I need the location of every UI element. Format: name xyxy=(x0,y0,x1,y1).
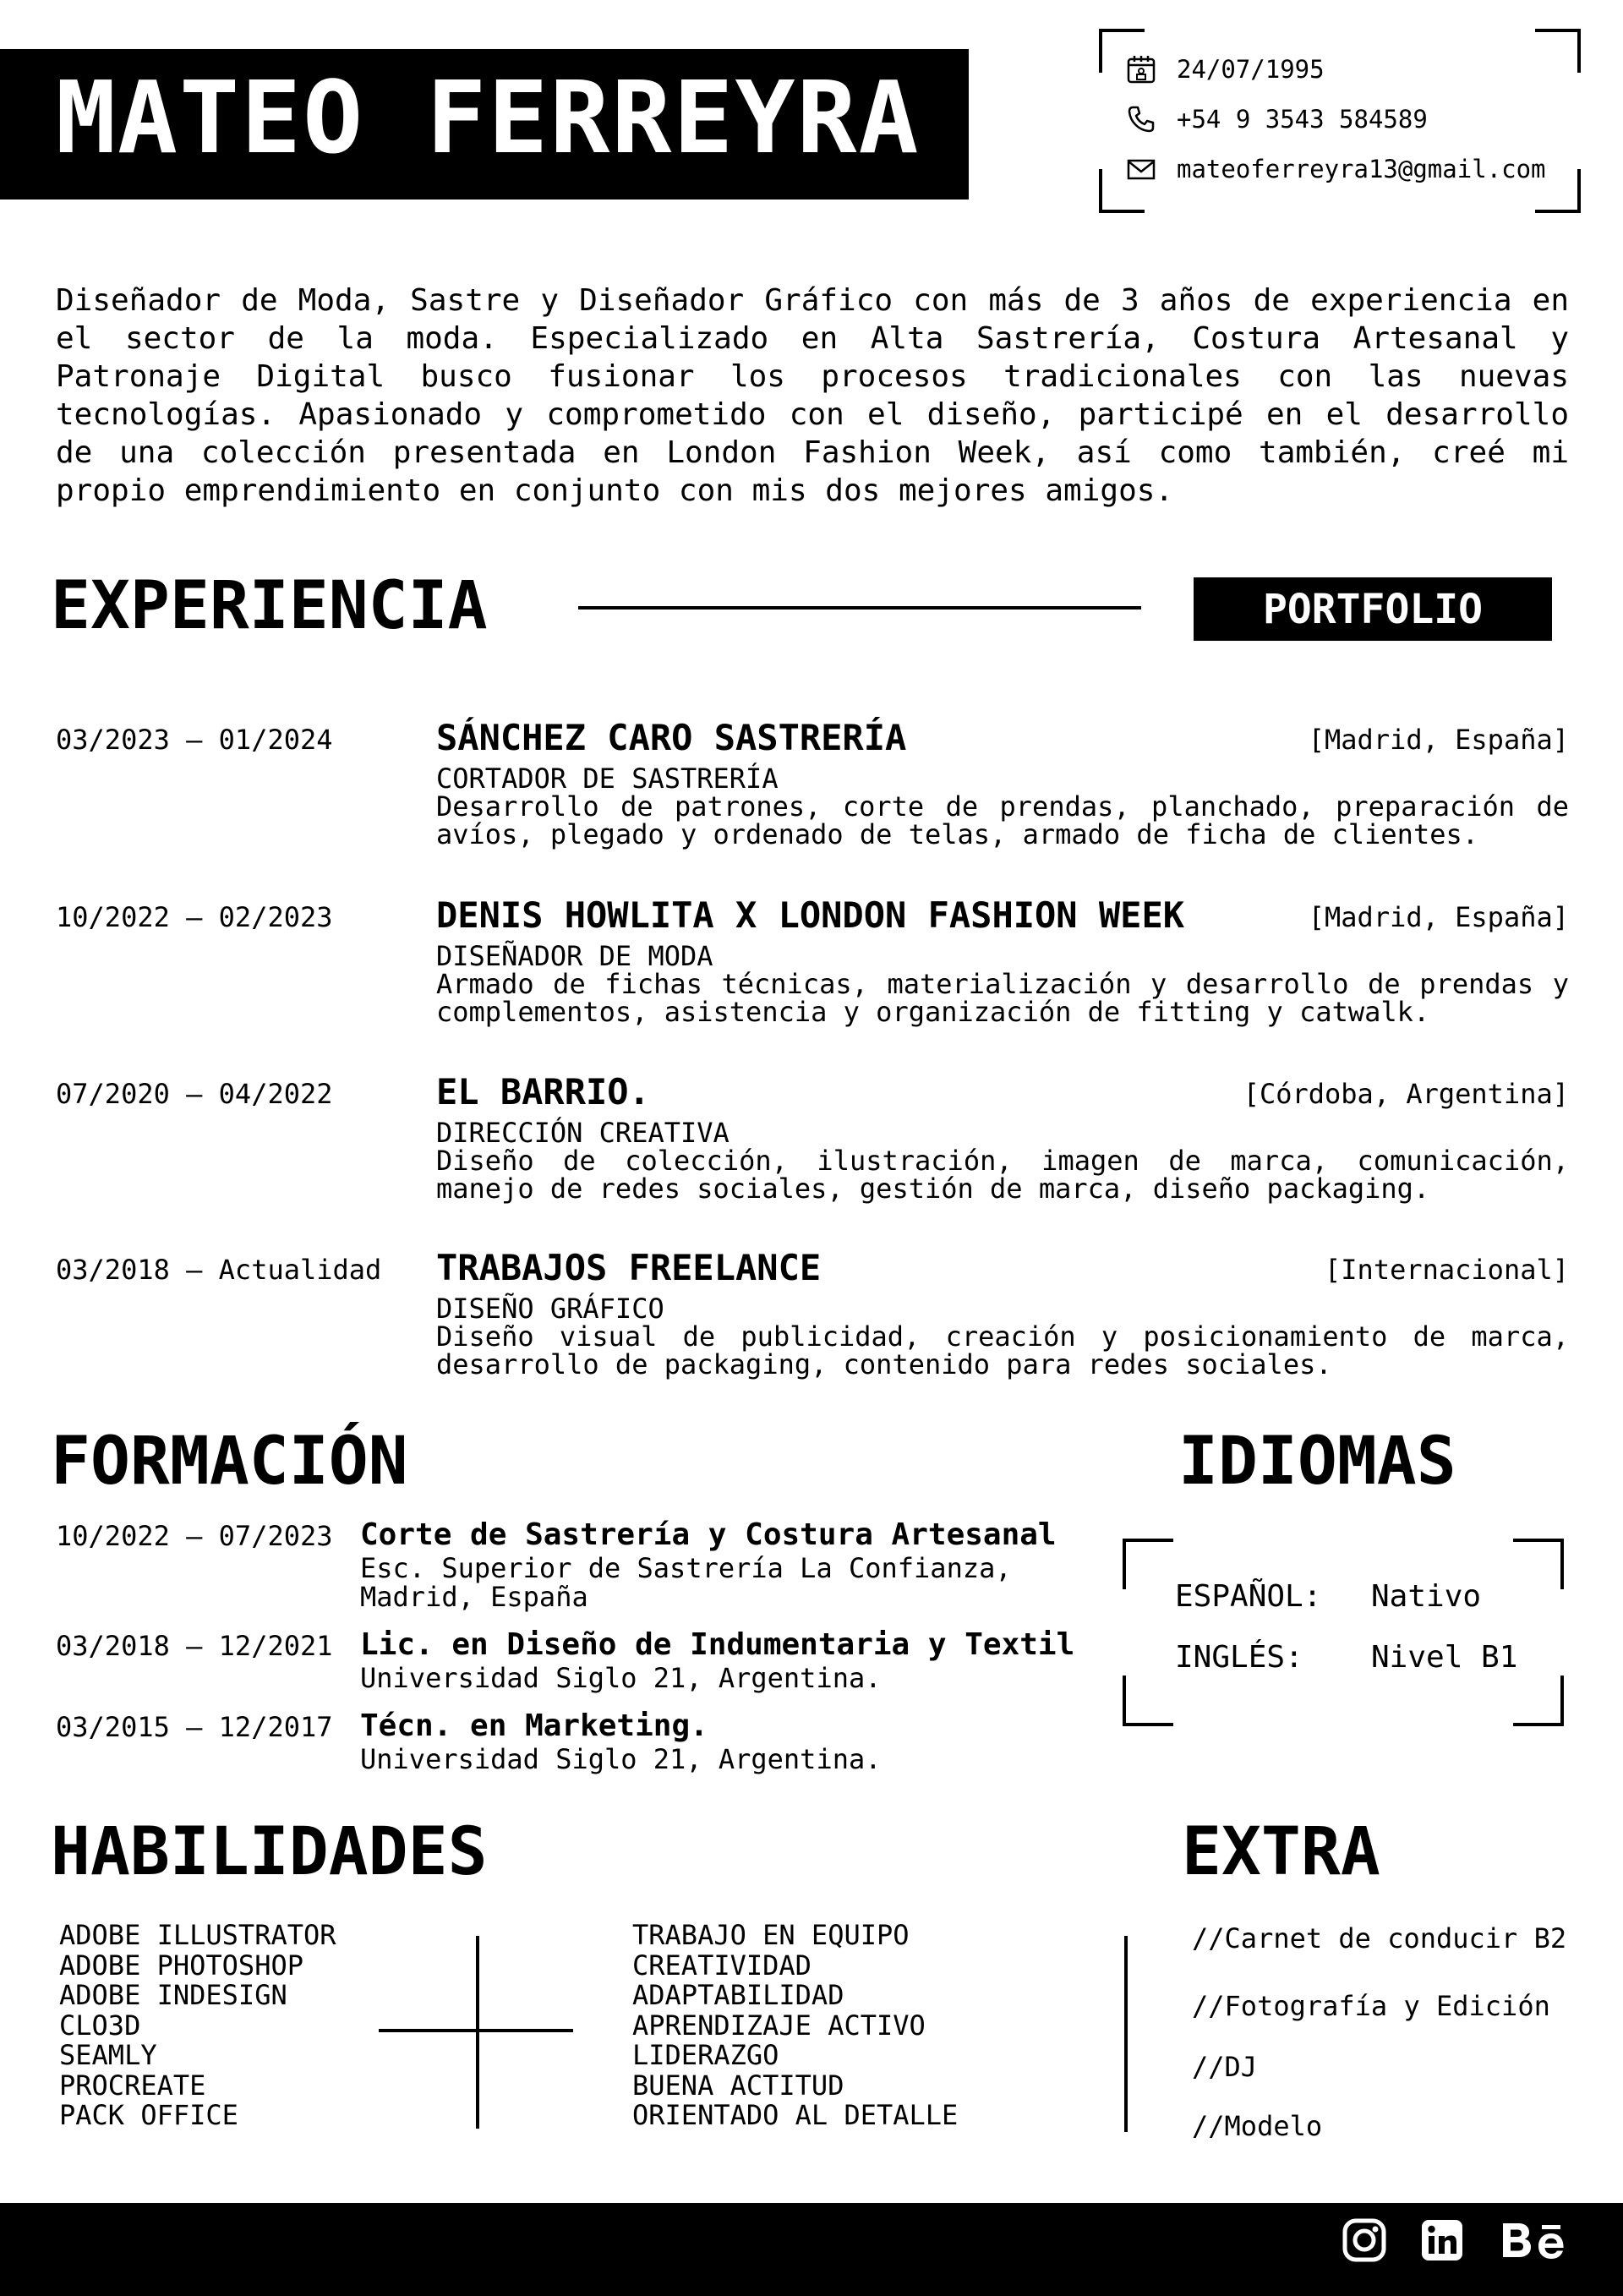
profile-summary: Diseñador de Moda, Sastre y Diseñador Gráfico con más de 3 años de experiencia en el sector de la moda. Especializado en Alta Sastrería, Costura Artesanal y Patronaje Digital busco fusionar los procesos tradicionales con las nuevas tecnologías. Apasionado y comprometido con el diseño, participé en el desarrollo de una colección presentada en London Fashion Week, así como también, creé mi propio emprendimiento en conjunto con mis dos mejores amigos. xyxy=(56,283,1569,508)
phone-icon xyxy=(1126,104,1156,134)
education-institution: Esc. Superior de Sastrería La Confianza, Madrid, España xyxy=(360,1552,1012,1613)
education-institution: Universidad Siglo 21, Argentina. xyxy=(360,1743,882,1775)
language-name: ESPAÑOL: xyxy=(1175,1579,1322,1614)
experience-role: DIRECCIÓN CREATIVA xyxy=(436,1117,730,1149)
email-link[interactable]: mateoferreyra13@gmail.com xyxy=(1177,155,1546,183)
languages-heading: IDIOMAS xyxy=(1178,1424,1456,1500)
languages-frame-corner xyxy=(1513,1676,1564,1726)
experience-location: [Madrid, España] xyxy=(1308,901,1569,933)
language-item xyxy=(1175,1579,1482,1614)
experience-role: CORTADOR DE SASTRERÍA xyxy=(436,763,779,795)
skill-item: ORIENTADO AL DETALLE xyxy=(632,2099,959,2131)
contact-phone xyxy=(1126,102,1428,136)
extra-divider xyxy=(1124,1936,1128,2132)
skill-item: APRENDIZAJE ACTIVO xyxy=(632,2009,926,2042)
experience-dates: 10/2022 – 02/2023 xyxy=(56,901,333,933)
experience-role: DISEÑADOR DE MODA xyxy=(436,940,713,972)
language-level: Nivel B1 xyxy=(1371,1640,1518,1675)
candidate-name: MATEO FERREYRA xyxy=(56,59,921,176)
experience-item xyxy=(56,1245,1569,1389)
linkedin-icon[interactable] xyxy=(1417,2215,1467,2266)
experience-dates: 07/2020 – 04/2022 xyxy=(56,1078,333,1110)
experience-company: EL BARRIO. xyxy=(436,1071,650,1112)
experience-description: Desarrollo de patrones, corte de prendas, planchado, preparación de avíos, plegado y ordenado de telas, armado de ficha de clientes. xyxy=(436,790,1569,850)
skill-item: LIDERAZGO xyxy=(632,2039,779,2071)
experience-item xyxy=(56,1069,1569,1213)
behance-icon[interactable] xyxy=(1500,2215,1571,2266)
language-item xyxy=(1175,1640,1518,1675)
experience-divider xyxy=(578,606,1141,610)
education-dates: 03/2015 – 12/2017 xyxy=(56,1711,333,1743)
experience-location: [Madrid, España] xyxy=(1308,724,1569,756)
language-level: Nativo xyxy=(1371,1579,1482,1614)
skill-item: ADAPTABILIDAD xyxy=(632,1979,844,2011)
education-title: Técn. en Marketing. xyxy=(360,1708,708,1743)
extra-item: //Modelo xyxy=(1192,2110,1323,2142)
skill-item: SEAMLY xyxy=(59,2039,157,2071)
education-institution: Universidad Siglo 21, Argentina. xyxy=(360,1662,882,1694)
experience-item xyxy=(56,715,1569,859)
skills-divider-vertical xyxy=(476,1936,479,2129)
experience-item xyxy=(56,893,1569,1036)
skill-item: PACK OFFICE xyxy=(59,2099,238,2131)
experience-company: DENIS HOWLITA X LONDON FASHION WEEK xyxy=(436,894,1185,936)
calendar-icon xyxy=(1126,54,1156,85)
languages-frame-corner xyxy=(1123,1539,1173,1589)
languages-frame-corner xyxy=(1513,1539,1564,1589)
experience-description: Armado de fichas técnicas, materialización y desarrollo de prendas y complementos, asistencia y organización de fitting y catwalk. xyxy=(436,968,1569,1028)
skill-item: CREATIVIDAD xyxy=(632,1949,812,1982)
experience-location: [Internacional] xyxy=(1325,1254,1569,1286)
mail-icon xyxy=(1126,154,1156,184)
skill-item: ADOBE INDESIGN xyxy=(59,1979,287,2011)
extra-item: //DJ xyxy=(1192,2051,1258,2083)
extra-item: //Carnet de conducir B2 xyxy=(1192,1922,1567,1954)
portfolio-button[interactable]: PORTFOLIO xyxy=(1194,577,1552,641)
skill-item: TRABAJO EN EQUIPO xyxy=(632,1919,910,1951)
phone-text[interactable]: +54 9 3543 584589 xyxy=(1177,105,1428,134)
instagram-icon[interactable] xyxy=(1339,2215,1390,2266)
soft-skills-list xyxy=(632,1921,958,2131)
experience-location: [Córdoba, Argentina] xyxy=(1243,1078,1569,1110)
skills-heading: HABILIDADES xyxy=(51,1814,488,1890)
skill-item: PROCREATE xyxy=(59,2069,206,2102)
languages-frame-corner xyxy=(1123,1676,1173,1726)
extra-item: //Fotografía y Edición xyxy=(1192,1990,1550,2022)
birthdate-text: 24/07/1995 xyxy=(1177,55,1325,84)
experience-company: SÁNCHEZ CARO SASTRERÍA xyxy=(436,717,907,758)
education-title: Lic. en Diseño de Indumentaria y Textil xyxy=(360,1627,1075,1662)
language-name: INGLÉS: xyxy=(1175,1640,1303,1675)
experience-dates: 03/2018 – Actualidad xyxy=(56,1254,382,1286)
contact-email xyxy=(1126,152,1546,186)
experience-company: TRABAJOS FREELANCE xyxy=(436,1247,822,1288)
education-title: Corte de Sastrería y Costura Artesanal xyxy=(360,1517,1057,1552)
experience-description: Diseño de colección, ilustración, imagen de marca, comunicación, manejo de redes sociales, gestión de marca, diseño packaging. xyxy=(436,1145,1569,1205)
education-dates: 03/2018 – 12/2021 xyxy=(56,1630,333,1662)
skills-divider-horizontal xyxy=(379,2029,573,2032)
skill-item: BUENA ACTITUD xyxy=(632,2069,844,2102)
skill-item: ADOBE PHOTOSHOP xyxy=(59,1949,303,1982)
skill-item: ADOBE ILLUSTRATOR xyxy=(59,1919,336,1951)
experience-dates: 03/2023 – 01/2024 xyxy=(56,724,333,756)
contact-frame-corner xyxy=(1535,29,1581,73)
skill-item: CLO3D xyxy=(59,2009,141,2042)
technical-skills-list xyxy=(59,1921,336,2131)
experience-description: Diseño visual de publicidad, creación y posicionamiento de marca, desarrollo de packaging, contenido para redes sociales. xyxy=(436,1320,1569,1380)
contact-birthdate xyxy=(1126,52,1325,86)
education-heading: FORMACIÓN xyxy=(51,1424,408,1500)
education-dates: 10/2022 – 07/2023 xyxy=(56,1520,333,1552)
extra-heading: EXTRA xyxy=(1182,1814,1380,1890)
experience-heading: EXPERIENCIA xyxy=(51,568,488,644)
experience-role: DISEÑO GRÁFICO xyxy=(436,1293,664,1325)
